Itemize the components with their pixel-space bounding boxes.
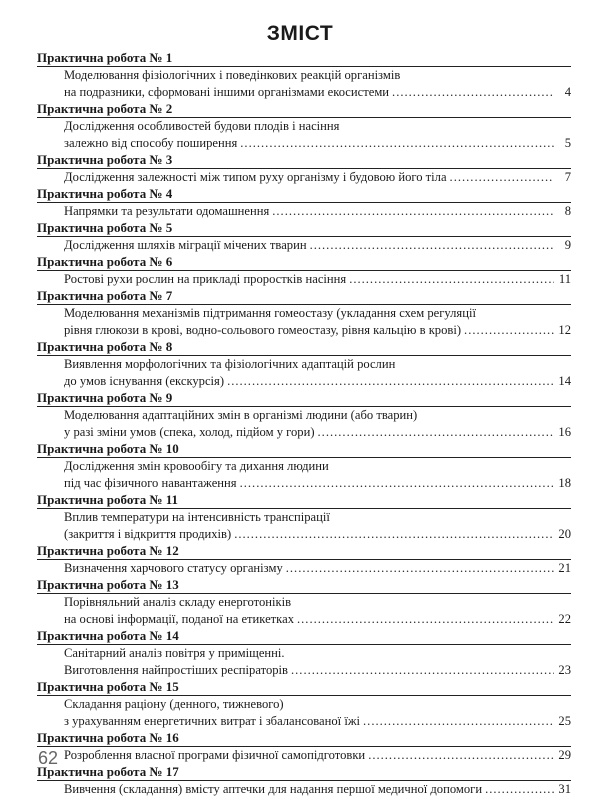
toc-entry-heading: Практична робота № 2 xyxy=(37,101,173,116)
toc-entry xyxy=(37,339,571,390)
toc-entry-line: з урахуванням енергетичних витрат і збалансованої їжі xyxy=(64,714,361,728)
toc-entry-heading: Практична робота № 17 xyxy=(37,764,179,779)
toc-entry-line: Дослідження особливостей будови плодів і насіння xyxy=(64,119,340,133)
toc-entry-page: 23 xyxy=(558,663,571,677)
toc-entry-description xyxy=(37,117,571,152)
toc-entry-last-line xyxy=(64,271,571,288)
toc-entry-line: під час фізичного навантаження xyxy=(64,476,237,490)
toc-entry-description xyxy=(37,406,571,441)
toc-entry-heading: Практична робота № 11 xyxy=(37,492,179,507)
toc-entry-line: залежно від способу поширення xyxy=(64,136,238,150)
toc-entry-description xyxy=(37,508,571,543)
toc-entry-last-line xyxy=(64,781,571,798)
toc-entry-last-line xyxy=(64,662,571,679)
toc-entry-page: 22 xyxy=(558,612,571,626)
toc-entry xyxy=(37,543,571,577)
toc-entry-last-line xyxy=(64,373,571,390)
dot-leader xyxy=(272,203,554,220)
toc-entry xyxy=(37,577,571,628)
toc-entry-page: 14 xyxy=(558,374,571,388)
toc-entry-last-line xyxy=(64,203,571,220)
toc-entry-page: 7 xyxy=(564,170,571,184)
dot-leader xyxy=(363,713,554,730)
toc-entry-page: 11 xyxy=(558,272,571,286)
toc-entry-line: Вивчення (складання) вмісту аптечки для надання першої медичної допомоги xyxy=(64,782,483,796)
toc-entry-description xyxy=(37,202,571,220)
toc-entry-page: 9 xyxy=(564,238,571,252)
toc-entry-description xyxy=(37,355,571,390)
dot-leader xyxy=(450,169,554,186)
toc-entry-description xyxy=(37,780,571,798)
page-number: 62 xyxy=(38,748,59,768)
toc-entry xyxy=(37,390,571,441)
dot-leader xyxy=(286,560,554,577)
toc-entry-heading: Практична робота № 5 xyxy=(37,220,173,235)
toc-entry-description xyxy=(37,270,571,288)
toc-entry xyxy=(37,764,571,798)
toc-entry-heading: Практична робота № 6 xyxy=(37,254,173,269)
toc-entry-page: 20 xyxy=(558,527,571,541)
dot-leader xyxy=(240,475,554,492)
toc-entry xyxy=(37,101,571,152)
toc-entry-heading: Практична робота № 16 xyxy=(37,730,179,745)
toc-entry-page: 4 xyxy=(564,85,571,99)
toc-entry-last-line xyxy=(64,475,571,492)
toc-entry xyxy=(37,628,571,679)
toc-entry-description xyxy=(37,236,571,254)
toc-entry-heading: Практична робота № 4 xyxy=(37,186,173,201)
toc-entry-description xyxy=(37,746,571,764)
toc-entry-line: Моделювання фізіологічних і поведінкових реакцій організмів xyxy=(64,68,401,82)
page-title: ЗМІСТ xyxy=(266,22,334,45)
toc-entry-line: Виготовлення найпростіших респіраторів xyxy=(64,663,288,677)
toc-entry-line: Вплив температури на інтенсивність транспірації xyxy=(64,510,330,524)
toc-entry-line: Виявлення морфологічних та фізіологічних адаптацій рослин xyxy=(64,357,396,371)
toc-entry-page: 31 xyxy=(558,782,571,796)
toc-entry-heading: Практична робота № 14 xyxy=(37,628,179,643)
toc-entry-last-line xyxy=(64,322,571,339)
toc-entry-page: 21 xyxy=(558,561,571,575)
toc-entry xyxy=(37,679,571,730)
toc-entry-description xyxy=(37,66,571,101)
dot-leader xyxy=(464,322,554,339)
toc-entry-heading: Практична робота № 3 xyxy=(37,152,173,167)
dot-leader xyxy=(310,237,554,254)
dot-leader xyxy=(368,747,554,764)
toc-entry-line: Дослідження шляхів міграції мічених тварин xyxy=(64,238,307,252)
table-of-contents xyxy=(37,50,571,798)
toc-entry-line: у разі зміни умов (спека, холод, підйом у гори) xyxy=(64,425,315,439)
toc-entry-heading: Практична робота № 13 xyxy=(37,577,179,592)
toc-entry xyxy=(37,730,571,764)
toc-entry-line: Напрямки та результати одомашнення xyxy=(64,204,270,218)
toc-entry-line: Моделювання механізмів підтримання гомеостазу (укладання схем регуляції xyxy=(64,306,476,320)
toc-entry-heading: Практична робота № 12 xyxy=(37,543,179,558)
toc-entry-heading: Практична робота № 15 xyxy=(37,679,179,694)
toc-entry-line: на основі інформації, поданої на етикетках xyxy=(64,612,294,626)
toc-entry-heading: Практична робота № 1 xyxy=(37,50,173,65)
toc-entry-page: 8 xyxy=(564,204,571,218)
toc-entry-line: Порівняльний аналіз складу енерготоніків xyxy=(64,595,292,609)
toc-entry-page: 18 xyxy=(558,476,571,490)
toc-entry-line: на подразники, сформовані іншими організмами екосистеми xyxy=(64,85,390,99)
toc-entry-last-line xyxy=(64,611,571,628)
toc-entry-last-line xyxy=(64,169,571,186)
toc-entry xyxy=(37,220,571,254)
toc-entry-line: Дослідження залежності між типом руху організму і будовою його тіла xyxy=(64,170,447,184)
toc-entry-line: до умов існування (екскурсія) xyxy=(64,374,225,388)
dot-leader xyxy=(297,611,554,628)
toc-entry xyxy=(37,288,571,339)
toc-entry-description xyxy=(37,457,571,492)
toc-entry-line: Визначення харчового статусу організму xyxy=(64,561,283,575)
toc-entry-line: Моделювання адаптаційних змін в організмі людини (або тварин) xyxy=(64,408,418,422)
toc-entry-last-line xyxy=(64,135,571,152)
toc-entry-last-line xyxy=(64,713,571,730)
toc-entry-page: 25 xyxy=(558,714,571,728)
toc-entry-line: (закриття і відкриття продихів) xyxy=(64,527,232,541)
toc-entry-line: Санітарний аналіз повітря у приміщенні. xyxy=(64,646,285,660)
toc-entry xyxy=(37,50,571,101)
toc-entry xyxy=(37,492,571,543)
toc-entry-heading: Практична робота № 10 xyxy=(37,441,179,456)
toc-entry-page: 5 xyxy=(564,136,571,150)
toc-entry-last-line xyxy=(64,526,571,543)
toc-entry-last-line xyxy=(64,747,571,764)
toc-entry-description xyxy=(37,593,571,628)
toc-entry-line: рівня глюкози в крові, водно-сольового гомеостазу, рівня кальцію в крові) xyxy=(64,323,462,337)
toc-entry-line: Розроблення власної програми фізичної самопідготовки xyxy=(64,748,366,762)
dot-leader xyxy=(485,781,554,798)
dot-leader xyxy=(318,424,554,441)
toc-entry-page: 16 xyxy=(558,425,571,439)
toc-entry-heading: Практична робота № 9 xyxy=(37,390,173,405)
toc-entry xyxy=(37,441,571,492)
toc-entry xyxy=(37,186,571,220)
toc-entry-last-line xyxy=(64,560,571,577)
toc-entry-last-line xyxy=(64,84,571,101)
toc-entry-line: Ростові рухи рослин на прикладі проростків насіння xyxy=(64,272,347,286)
toc-entry-line: Дослідження змін кровообігу та дихання людини xyxy=(64,459,329,473)
toc-entry-line: Складання раціону (денного, тижневого) xyxy=(64,697,284,711)
toc-entry-page: 12 xyxy=(558,323,571,337)
toc-entry-heading: Практична робота № 8 xyxy=(37,339,173,354)
toc-entry-description xyxy=(37,695,571,730)
toc-entry-description xyxy=(37,168,571,186)
toc-entry-last-line xyxy=(64,237,571,254)
toc-entry-last-line xyxy=(64,424,571,441)
toc-entry xyxy=(37,152,571,186)
toc-entry-page: 29 xyxy=(558,748,571,762)
dot-leader xyxy=(349,271,554,288)
dot-leader xyxy=(227,373,554,390)
dot-leader xyxy=(392,84,554,101)
toc-entry-description xyxy=(37,304,571,339)
dot-leader xyxy=(291,662,554,679)
toc-entry xyxy=(37,254,571,288)
dot-leader xyxy=(234,526,554,543)
toc-entry-description xyxy=(37,644,571,679)
toc-entry-description xyxy=(37,559,571,577)
dot-leader xyxy=(240,135,554,152)
toc-entry-heading: Практична робота № 7 xyxy=(37,288,173,303)
